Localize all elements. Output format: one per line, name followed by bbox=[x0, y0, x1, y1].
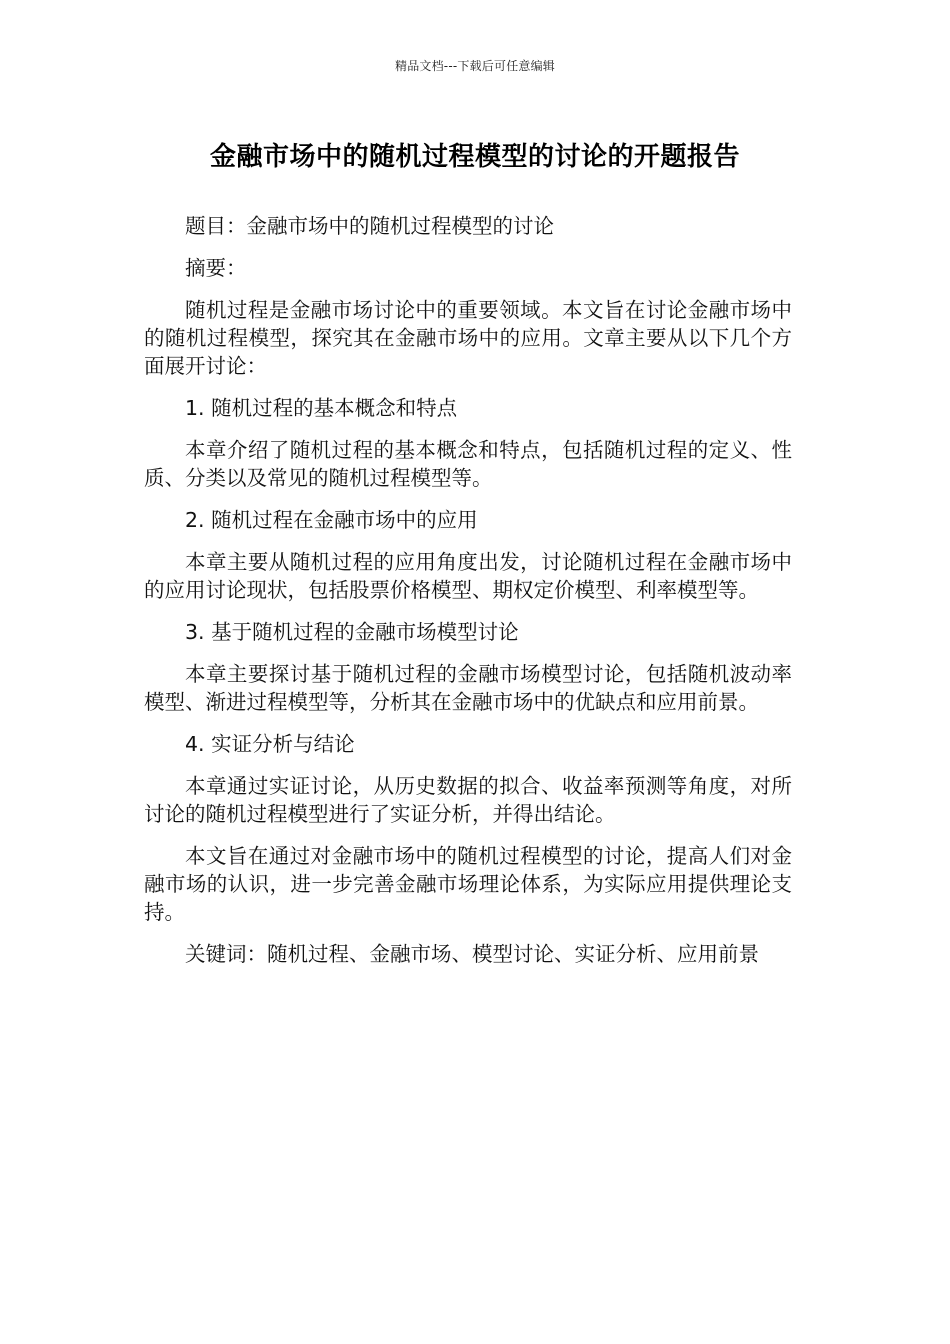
paragraph-abstract-intro: 随机过程是金融市场讨论中的重要领域。本文旨在讨论金融市场中的随机过程模型，探究其在金融市场中的应用。文章主要从以下几个方面展开讨论： bbox=[144, 298, 792, 378]
section-heading-2: 2. 随机过程在金融市场中的应用 bbox=[185, 508, 478, 532]
section-body-2: 本章主要从随机过程的应用角度出发，讨论随机过程在金融市场中的应用讨论现状，包括股票价格模型、期权定价模型、利率模型等。 bbox=[144, 550, 792, 602]
section-body-1: 本章介绍了随机过程的基本概念和特点，包括随机过程的定义、性质、分类以及常见的随机过程模型等。 bbox=[144, 438, 792, 490]
section-body-4: 本章通过实证讨论，从历史数据的拟合、收益率预测等角度，对所讨论的随机过程模型进行了实证分析，并得出结论。 bbox=[144, 774, 792, 826]
section-heading-3: 3. 基于随机过程的金融市场模型讨论 bbox=[185, 620, 519, 644]
paragraph-conclusion: 本文旨在通过对金融市场中的随机过程模型的讨论，提高人们对金融市场的认识，进一步完善金融市场理论体系，为实际应用提供理论支持。 bbox=[144, 844, 792, 924]
section-heading-4: 4. 实证分析与结论 bbox=[185, 732, 355, 756]
paragraph-keywords: 关键词：随机过程、金融市场、模型讨论、实证分析、应用前景 bbox=[185, 942, 759, 966]
section-heading-1: 1. 随机过程的基本概念和特点 bbox=[185, 396, 458, 420]
header-note: 精品文档---下载后可任意编辑 bbox=[395, 59, 555, 73]
paragraph-abstract-label: 摘要： bbox=[185, 256, 247, 280]
document-title: 金融市场中的随机过程模型的讨论的开题报告 bbox=[209, 142, 740, 172]
section-body-3: 本章主要探讨基于随机过程的金融市场模型讨论，包括随机波动率模型、渐进过程模型等，分析其在金融市场中的优缺点和应用前景。 bbox=[144, 662, 792, 714]
document-body bbox=[144, 212, 792, 982]
paragraph-topic: 题目：金融市场中的随机过程模型的讨论 bbox=[185, 214, 554, 238]
